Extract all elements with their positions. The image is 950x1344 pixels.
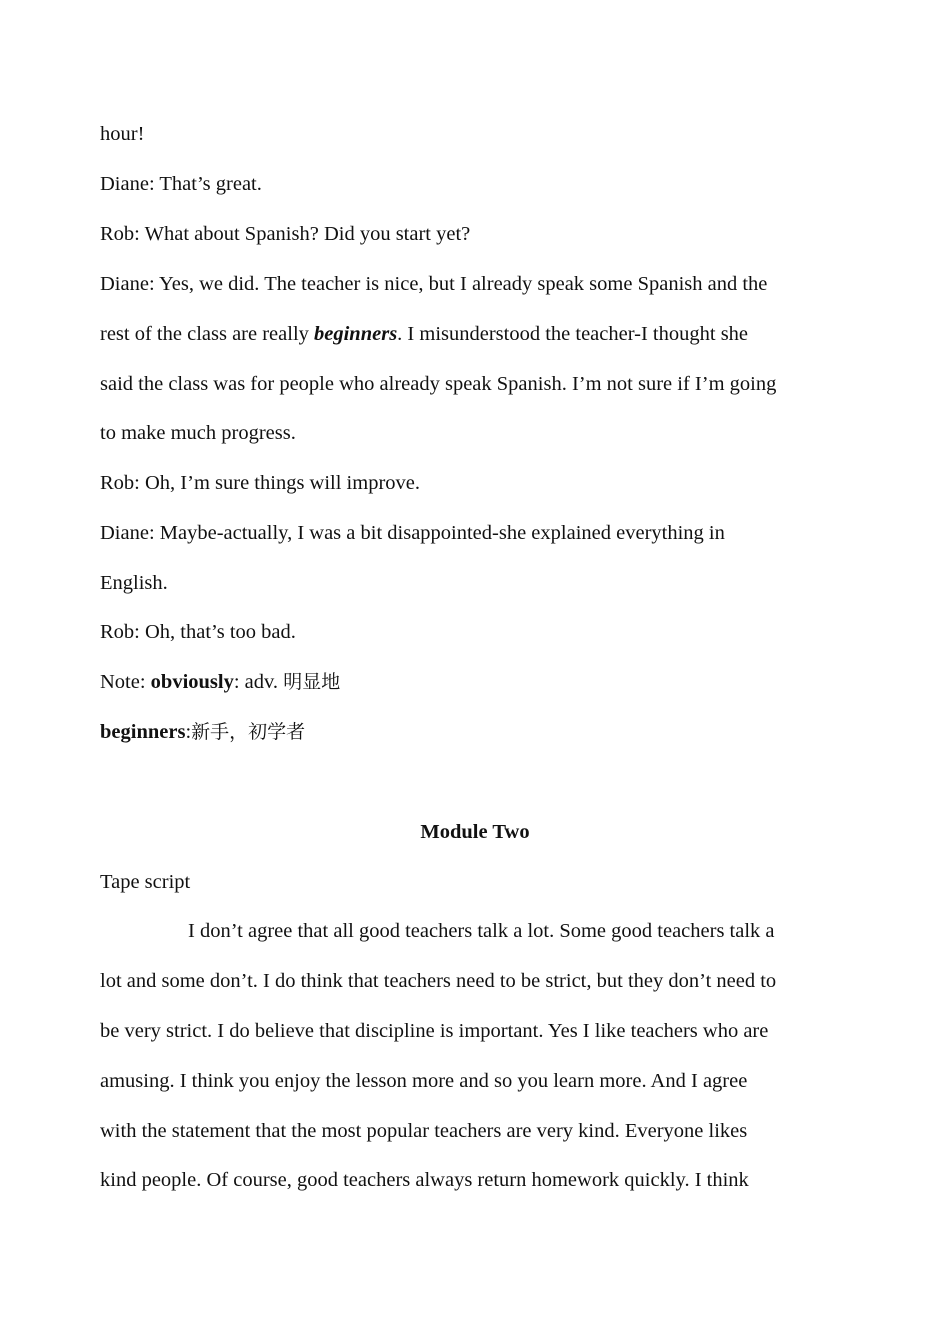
vocab-note: [100, 668, 845, 696]
section-subtitle: Tape script: [100, 871, 191, 893]
note-translation: 明显地: [283, 671, 341, 693]
dialogue-line: hour!: [100, 123, 145, 145]
note-term: beginners: [100, 721, 186, 743]
dialogue-line: [100, 320, 845, 348]
dialogue-line: Diane: Yes, we did. The teacher is nice, but I already speak some Spanish and the: [100, 273, 768, 295]
text-segment: . I misunderstood the teacher-I thought she: [397, 323, 749, 345]
dialogue-line: Rob: Oh, that’s too bad.: [100, 621, 296, 643]
dialogue-line: Diane: That’s great.: [100, 173, 262, 195]
paragraph-line: amusing. I think you enjoy the lesson more and so you learn more. And I agree: [100, 1070, 748, 1092]
paragraph-line: kind people. Of course, good teachers always return homework quickly. I think: [100, 1169, 749, 1191]
emphasized-word: beginners: [314, 323, 398, 345]
dialogue-line: said the class was for people who already speak Spanish. I’m not sure if I’m going: [100, 373, 777, 395]
section-title: Module Two: [420, 821, 530, 843]
text-segment: rest of the class are really: [100, 323, 315, 345]
dialogue-line: Rob: What about Spanish? Did you start yet?: [100, 223, 471, 245]
dialogue-line: English.: [100, 572, 168, 594]
note-definition: : adv.: [233, 671, 284, 693]
note-term: obviously: [150, 671, 234, 693]
dialogue-line: Diane: Maybe-actually, I was a bit disappointed-she explained everything in: [100, 522, 725, 544]
note-definition: :: [185, 721, 192, 743]
dialogue-line: Rob: Oh, I’m sure things will improve.: [100, 472, 421, 494]
note-prefix: Note:: [100, 671, 151, 693]
dialogue-line: to make much progress.: [100, 422, 296, 444]
vocab-note: [100, 718, 845, 746]
paragraph-line: lot and some don’t. I do think that teachers need to be strict, but they don’t need to: [100, 970, 777, 992]
note-translation: 新手，初学者: [191, 721, 306, 743]
paragraph-line: be very strict. I do believe that discipline is important. Yes I like teachers who are: [100, 1020, 769, 1042]
paragraph-line: I don’t agree that all good teachers talk a lot. Some good teachers talk a: [188, 920, 775, 942]
paragraph-line: with the statement that the most popular teachers are very kind. Everyone likes: [100, 1120, 748, 1142]
